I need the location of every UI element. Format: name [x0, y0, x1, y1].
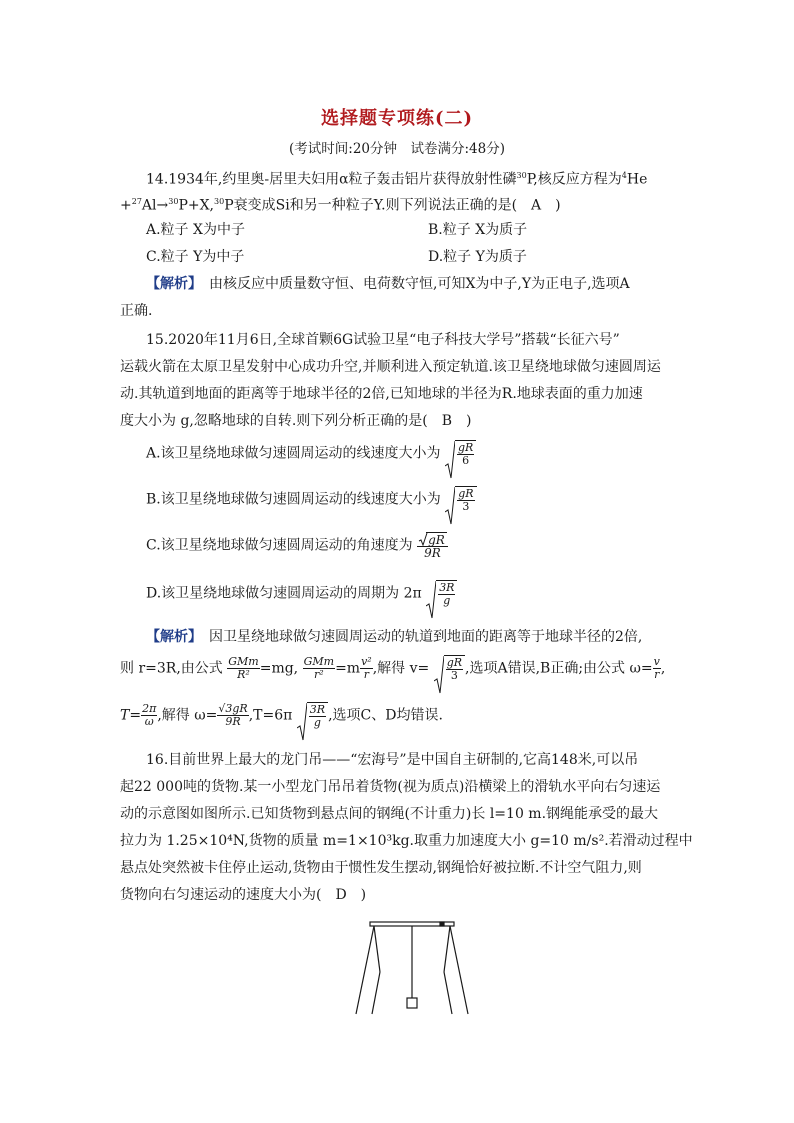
q15-analysis-line3: T= $\frac{2\pi}{\omega}$ ,解得 ω= $\frac{√3gR}{9R}$ ,T=6π $\frac{3R}{g}$ ,选项C、D均错误.	[120, 702, 443, 729]
q15-option-d: D.该卫星绕地球做匀速圆周运动的周期为 2π $\frac{3R}{g}$	[146, 580, 457, 607]
right-outer-leg	[450, 926, 468, 1014]
q14-analysis-line2: 正确.	[120, 303, 153, 319]
q14-option-a: A.粒子 X为中子	[146, 222, 245, 238]
q14-line2: +$^{27}$Al→$^{30}$P+X,$^{30}$P衰变成Si和另一种粒子Y.则下列说法正确的是( A )	[120, 197, 561, 214]
analysis-tag: 【解析】	[146, 276, 195, 292]
q14-option-b: B.粒子 X为质子	[428, 222, 528, 238]
q16-line2: 起22 000吨的货物.某一小型龙门吊吊着货物(视为质点)沿横梁上的滑轨水平向右匀速运	[120, 779, 661, 795]
beam-slider	[440, 922, 444, 926]
q16-line3: 动的示意图如图所示.已知货物到悬点间的钢绳(不计重力)长 l=10 m.钢绳能承受的最大	[120, 806, 659, 822]
q15-line1: 15.2020年11月6日,全球首颗6G试验卫星“电子科技大学号”搭载“长征六号”	[146, 332, 620, 348]
left-outer-leg	[356, 926, 374, 1014]
q15-line3: 动.其轨道到地面的距离等于地球半径的2倍,已知地球的半径为R.地球表面的重力加速	[120, 386, 643, 402]
q15-analysis-line2: 则 r=3R,由公式 $\frac{\text{GMm}}{\text{R²}}$ =mg, $\frac{\text{GMm}}{\text{r²}}$ =m $\frac{\text{v²}}{r}$ ,解得 v= $\frac{gR}{3}$ ,选项A错误,B正确;由公式 ω= $\frac{v}{r}$ ,	[120, 655, 665, 682]
left-inner-leg	[374, 926, 380, 972]
q14-analysis-line1: 【解析】 由核反应中质量数守恒、电荷数守恒,可知X为中子,Y为正电子,选项A	[146, 276, 630, 292]
q16-line1: 16.目前世界上最大的龙门吊——“宏海号”是中国自主研制的,它高148米,可以吊	[146, 752, 639, 768]
q15-analysis-line1: 【解析】 因卫星绕地球做匀速圆周运动的轨道到地面的距离等于地球半径的2倍,	[146, 629, 643, 645]
q16-line6: 货物向右匀速运动的速度大小为( D )	[120, 887, 367, 903]
right-inner-leg	[444, 926, 450, 972]
q15-option-a: A.该卫星绕地球做匀速圆周运动的线速度大小为 $\frac{gR}{6}$	[146, 440, 476, 467]
q14-line1: 14.1934年,约里奥-居里夫妇用α粒子轰击铝片获得放射性磷$^{30}$P,核反应方程为$^4$He	[146, 171, 648, 188]
exam-info: (考试时间:20分钟 试卷满分:48分)	[289, 141, 505, 157]
q14-option-c: C.粒子 Y为中子	[146, 249, 245, 265]
cargo-box	[407, 998, 417, 1008]
q14-option-d: D.粒子 Y为质子	[428, 249, 527, 265]
q16-line5: 悬点处突然被卡住停止运动,货物由于惯性发生摆动,钢绳恰好被拉断.不计空气阻力,则	[120, 860, 642, 876]
q16-line4: 拉力为 1.25×10⁴N,货物的质量 m=1×10³kg.取重力加速度大小 g=10 m/s².若滑动过程中	[120, 833, 693, 849]
page-title: 选择题专项练(二)	[320, 108, 474, 129]
q15-option-b: B.该卫星绕地球做匀速圆周运动的线速度大小为 $\frac{gR}{3}$	[146, 486, 477, 513]
gantry-crane-diagram	[344, 914, 480, 1024]
q15-line4: 度大小为 g,忽略地球的自转.则下列分析正确的是( B )	[120, 413, 472, 429]
q15-option-c: C.该卫星绕地球做匀速圆周运动的角速度为 $\frac{gR}{9R}$	[146, 532, 448, 559]
analysis-tag: 【解析】	[146, 629, 195, 645]
q15-line2: 运载火箭在太原卫星发射中心成功升空,并顺利进入预定轨道.该卫星绕地球做匀速圆周运	[120, 359, 661, 375]
